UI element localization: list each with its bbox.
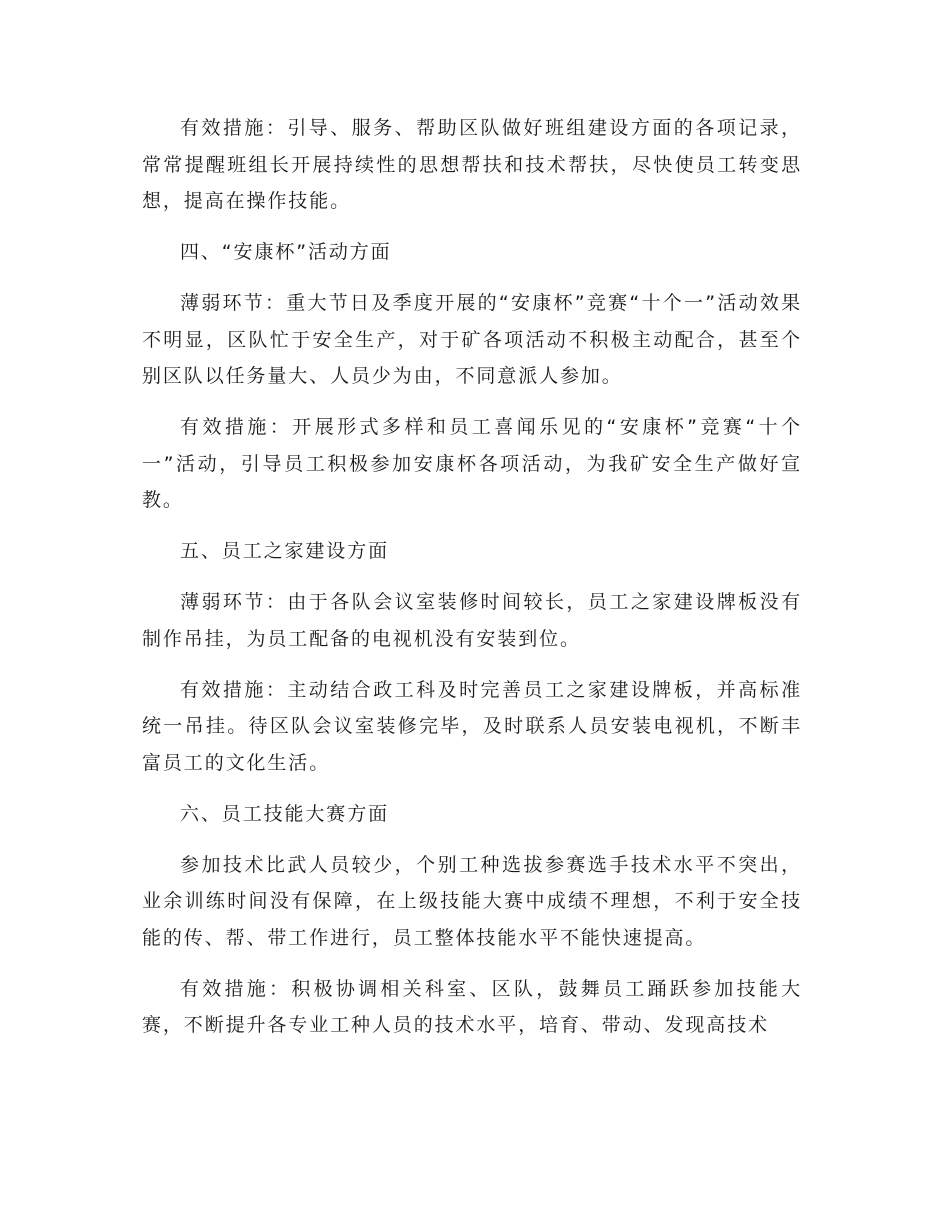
paragraph-weakness-staff-home: 薄弱环节：由于各队会议室装修时间较长，员工之家建设牌板没有制作吊挂，为员工配备的电视机没有安装到位。 <box>142 591 802 650</box>
paragraph-measures-team-building: 有效措施：引导、服务、帮助区队做好班组建设方面的各项记录，常常提醒班组长开展持续性的思想帮扶和技术帮扶，尽快使员工转变思想，提高在操作技能。 <box>142 117 802 212</box>
paragraph-weakness-skills-contest: 参加技术比武人员较少，个别工种选拔参赛选手技术水平不突出，业余训练时间没有保障，在上级技能大赛中成绩不理想，不利于安全技能的传、帮、带工作进行，员工整体技能水平不能快速提高。 <box>142 853 802 949</box>
section-heading-ankang-cup: 四、“安康杯”活动方面 <box>180 241 392 263</box>
section-heading-skills-contest: 六、员工技能大赛方面 <box>180 802 390 825</box>
paragraph-measures-staff-home: 有效措施：主动结合政工科及时完善员工之家建设牌板，并高标准统一吊挂。待区队会议室装修完毕，及时联系人员安装电视机，不断丰富员工的文化生活。 <box>142 678 802 774</box>
paragraph-measures-ankang-cup: 有效措施：开展形式多样和员工喜闻乐见的“安康杯”竞赛“十个一”活动，引导员工积极参加安康杯各项活动，为我矿安全生产做好宣教。 <box>142 416 802 511</box>
section-heading-staff-home: 五、员工之家建设方面 <box>180 540 390 562</box>
paragraph-weakness-ankang-cup: 薄弱环节：重大节日及季度开展的“安康杯”竞赛“十个一”活动效果不明显，区队忙于安全生产，对于矿各项活动不积极主动配合，甚至个别区队以任务量大、人员少为由，不同意派人参加。 <box>142 292 802 387</box>
document-body <box>142 110 802 1058</box>
paragraph-measures-skills-contest: 有效措施：积极协调相关科室、区队，鼓舞员工踊跃参加技能大赛，不断提升各专业工种人员的技术水平，培育、带动、发现高技术 <box>142 977 802 1036</box>
